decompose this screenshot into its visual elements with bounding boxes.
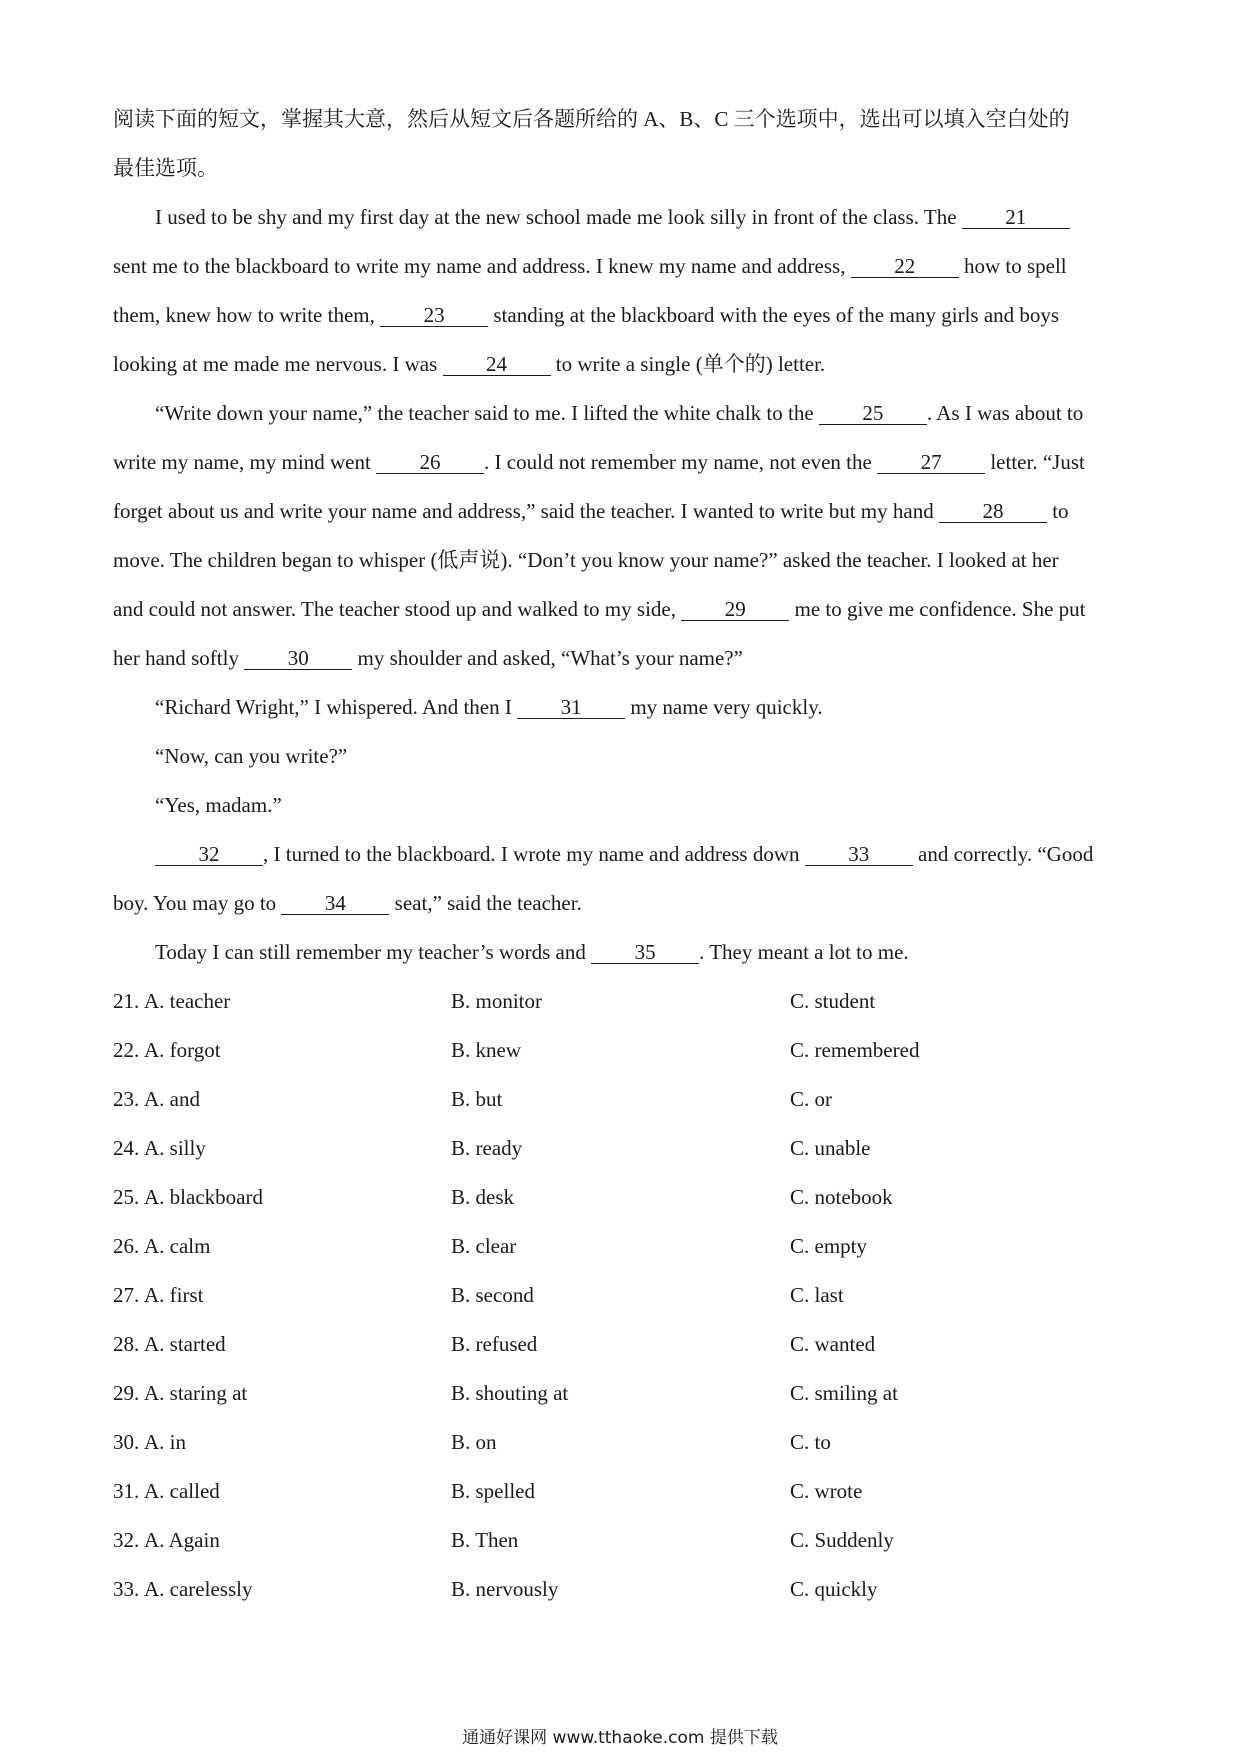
option-c: C. student bbox=[790, 989, 876, 1013]
answer-blank: 27 bbox=[877, 451, 985, 474]
passage-line bbox=[155, 694, 823, 720]
passage-line bbox=[113, 351, 825, 377]
passage-line bbox=[113, 596, 1085, 622]
option-a: A. staring at bbox=[144, 1381, 248, 1405]
passage-text: I used to be shy and my first day at the new school made me look silly in front of the class. The bbox=[155, 205, 962, 229]
answer-blank: 25 bbox=[819, 402, 927, 425]
page-footer: 通通好课网 www.tthaoke.com 提供下载 bbox=[462, 1728, 778, 1748]
passage-text: me to give me confidence. She put bbox=[789, 597, 1086, 621]
instruction-line-2: 最佳选项。 bbox=[113, 156, 218, 180]
answer-blank: 31 bbox=[517, 696, 625, 719]
passage-text: looking at me made me nervous. I was bbox=[113, 352, 443, 376]
passage-text: to write a single (单个的) letter. bbox=[550, 352, 826, 376]
option-a: A. forgot bbox=[144, 1038, 221, 1062]
option-a: A. blackboard bbox=[144, 1185, 263, 1209]
passage-line bbox=[155, 204, 1070, 230]
passage-line bbox=[155, 939, 909, 965]
option-b: B. clear bbox=[451, 1234, 517, 1258]
passage-text: “Yes, madam.” bbox=[155, 793, 282, 817]
option-c: C. notebook bbox=[790, 1185, 893, 1209]
option-a: A. and bbox=[144, 1087, 200, 1111]
passage-line bbox=[113, 645, 743, 671]
option-b: B. on bbox=[451, 1430, 497, 1454]
option-a: A. called bbox=[144, 1479, 220, 1503]
question-number: 27. bbox=[113, 1283, 140, 1307]
passage-text: them, knew how to write them, bbox=[113, 303, 381, 327]
option-b: B. shouting at bbox=[451, 1381, 569, 1405]
answer-blank: 32 bbox=[155, 843, 263, 866]
question-number: 22. bbox=[113, 1038, 140, 1062]
option-a: A. first bbox=[144, 1283, 204, 1307]
option-b: B. monitor bbox=[451, 989, 543, 1013]
passage-line bbox=[113, 498, 1069, 524]
passage-line bbox=[113, 547, 1059, 573]
passage-text: and correctly. “Good bbox=[912, 842, 1094, 866]
question-number: 24. bbox=[113, 1136, 140, 1160]
passage-line bbox=[113, 302, 1059, 328]
passage-text: “Now, can you write?” bbox=[155, 744, 348, 768]
option-a: A. teacher bbox=[144, 989, 231, 1013]
passage-line bbox=[155, 841, 1093, 867]
answer-blank: 29 bbox=[681, 598, 789, 621]
answer-blank: 34 bbox=[281, 892, 389, 915]
question-number: 25. bbox=[113, 1185, 140, 1209]
passage-text: , I turned to the blackboard. I wrote my name and address down bbox=[263, 842, 805, 866]
passage-text: . They meant a lot to me. bbox=[699, 940, 909, 964]
passage-text: letter. “Just bbox=[985, 450, 1085, 474]
passage-text: move. The children began to whisper (低声说). “Don’t you know your name?” asked the teacher. I looked at her bbox=[113, 548, 1059, 572]
option-b: B. spelled bbox=[451, 1479, 535, 1503]
option-a: A. calm bbox=[144, 1234, 211, 1258]
question-number: 33. bbox=[113, 1577, 140, 1601]
option-a: A. in bbox=[144, 1430, 186, 1454]
passage-text: my name very quickly. bbox=[625, 695, 823, 719]
option-c: C. Suddenly bbox=[790, 1528, 894, 1552]
answer-blank: 21 bbox=[962, 206, 1070, 229]
question-number: 31. bbox=[113, 1479, 140, 1503]
passage-line bbox=[113, 253, 1067, 279]
passage-text: how to spell bbox=[958, 254, 1067, 278]
option-a: A. carelessly bbox=[144, 1577, 253, 1601]
answer-blank: 22 bbox=[851, 255, 959, 278]
option-a: A. started bbox=[144, 1332, 226, 1356]
passage-text: seat,” said the teacher. bbox=[389, 891, 582, 915]
question-number: 23. bbox=[113, 1087, 140, 1111]
option-b: B. ready bbox=[451, 1136, 523, 1160]
question-number: 30. bbox=[113, 1430, 140, 1454]
passage-text: . As I was about to bbox=[926, 401, 1084, 425]
option-c: C. unable bbox=[790, 1136, 871, 1160]
option-b: B. but bbox=[451, 1087, 503, 1111]
answer-blank: 23 bbox=[380, 304, 488, 327]
option-a: A. silly bbox=[144, 1136, 206, 1160]
passage-line bbox=[155, 792, 282, 818]
question-number: 32. bbox=[113, 1528, 140, 1552]
answer-blank: 30 bbox=[244, 647, 352, 670]
answer-blank: 35 bbox=[591, 941, 699, 964]
answer-blank: 33 bbox=[805, 843, 913, 866]
passage-text: to bbox=[1046, 499, 1069, 523]
option-c: C. remembered bbox=[790, 1038, 920, 1062]
passage-line bbox=[113, 890, 582, 916]
answer-blank: 24 bbox=[443, 353, 551, 376]
passage-text: “Richard Wright,” I whispered. And then I bbox=[155, 695, 518, 719]
answer-blank: 28 bbox=[939, 500, 1047, 523]
option-b: B. knew bbox=[451, 1038, 521, 1062]
passage-text: standing at the blackboard with the eyes of the many girls and boys bbox=[488, 303, 1060, 327]
option-b: B. desk bbox=[451, 1185, 514, 1209]
option-c: C. wrote bbox=[790, 1479, 863, 1503]
passage-text: forget about us and write your name and address,” said the teacher. I wanted to write but my hand bbox=[113, 499, 939, 523]
answer-blank: 26 bbox=[376, 451, 484, 474]
question-number: 26. bbox=[113, 1234, 140, 1258]
option-c: C. wanted bbox=[790, 1332, 876, 1356]
option-c: C. to bbox=[790, 1430, 831, 1454]
passage-text: “Write down your name,” the teacher said to me. I lifted the white chalk to the bbox=[155, 401, 819, 425]
option-c: C. quickly bbox=[790, 1577, 878, 1601]
passage-text: my shoulder and asked, “What’s your name?” bbox=[352, 646, 743, 670]
passage-text: . I could not remember my name, not even the bbox=[484, 450, 878, 474]
question-number: 29. bbox=[113, 1381, 140, 1405]
passage-line bbox=[155, 743, 347, 769]
passage-text: and could not answer. The teacher stood up and walked to my side, bbox=[113, 597, 682, 621]
option-b: B. second bbox=[451, 1283, 534, 1307]
instruction-line-1: 阅读下面的短文，掌握其大意，然后从短文后各题所给的 A、B、C 三个选项中，选出可以填入空白处的 bbox=[113, 107, 1070, 131]
question-number: 28. bbox=[113, 1332, 140, 1356]
option-c: C. or bbox=[790, 1087, 832, 1111]
question-number: 21. bbox=[113, 989, 140, 1013]
passage-text: boy. You may go to bbox=[113, 891, 282, 915]
option-b: B. nervously bbox=[451, 1577, 559, 1601]
option-c: C. empty bbox=[790, 1234, 867, 1258]
option-a: A. Again bbox=[144, 1528, 220, 1552]
passage-text: write my name, my mind went bbox=[113, 450, 377, 474]
passage-line bbox=[155, 400, 1083, 426]
passage-text: her hand softly bbox=[113, 646, 245, 670]
option-b: B. refused bbox=[451, 1332, 538, 1356]
option-c: C. last bbox=[790, 1283, 844, 1307]
passage-text: sent me to the blackboard to write my name and address. I knew my name and address, bbox=[113, 254, 851, 278]
passage-line bbox=[113, 449, 1085, 475]
option-c: C. smiling at bbox=[790, 1381, 898, 1405]
passage-text: Today I can still remember my teacher’s words and bbox=[155, 940, 592, 964]
option-b: B. Then bbox=[451, 1528, 519, 1552]
